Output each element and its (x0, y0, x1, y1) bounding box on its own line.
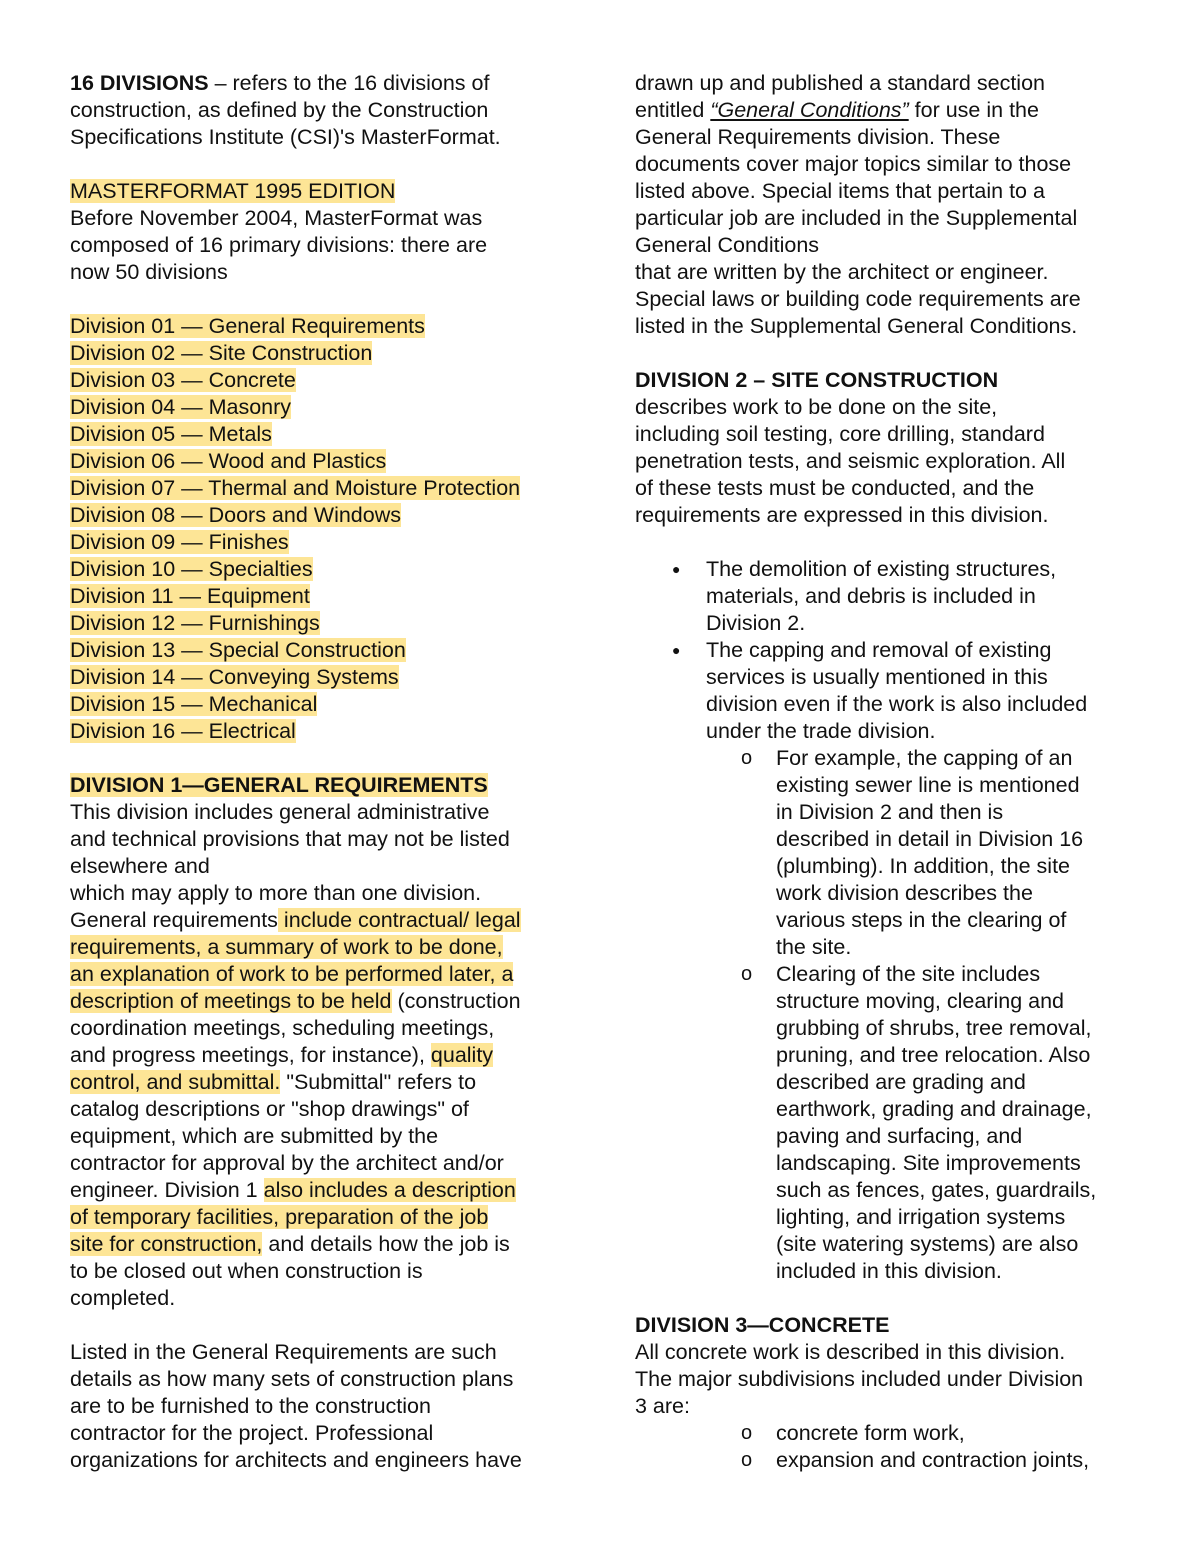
sub-bullet-item (635, 745, 1135, 961)
paragraph-line: details as how many sets of construction plans (70, 1367, 514, 1391)
sub-bullet-line: in Division 2 and then is (776, 800, 1004, 824)
highlighted-text: site for construction, (70, 1232, 263, 1256)
bullet-line: Division 2. (706, 611, 806, 635)
paragraph-line: organizations for architects and engineers have (70, 1448, 522, 1472)
division-2-line: requirements are expressed in this division. (635, 503, 1049, 527)
text-span: "Submittal" refers to (280, 1070, 477, 1094)
intro-line: construction, as defined by the Construction (70, 98, 489, 122)
text-span: engineer. Division 1 (70, 1178, 264, 1202)
division-1-line: catalog descriptions or "shop drawings" of (70, 1097, 469, 1121)
sub-bullet-line: earthwork, grading and drainage, (776, 1097, 1092, 1121)
division-1-line: contractor for approval by the architect and/or (70, 1151, 504, 1175)
sub-bullet-line: existing sewer line is mentioned (776, 773, 1080, 797)
division-item (70, 556, 570, 583)
masterformat-line: composed of 16 primary divisions: there are (70, 233, 488, 257)
division-1-line (70, 907, 570, 934)
text-span: and details how the job is (262, 1232, 510, 1256)
text-span: (construction (391, 989, 521, 1013)
division-label: Division 11 — Equipment (70, 584, 310, 608)
division-item (70, 502, 570, 529)
paragraph-line: particular job are included in the Supplemental (635, 206, 1078, 230)
division-label: Division 16 — Electrical (70, 719, 296, 743)
highlighted-text: an explanation of work to be performed later, a (70, 962, 514, 986)
division-item (70, 313, 570, 340)
bullet-line (635, 637, 1135, 664)
division-label: Division 10 — Specialties (70, 557, 313, 581)
sub-bullet-line: structure moving, clearing and (776, 989, 1065, 1013)
division-item (70, 718, 570, 745)
text-span: and progress meetings, for instance), (70, 1043, 431, 1067)
division-1-line (70, 1069, 570, 1096)
division-label: Division 03 — Concrete (70, 368, 296, 392)
sub-bullet-icon: o (741, 747, 753, 769)
division-item (70, 394, 570, 421)
division-label: Division 01 — General Requirements (70, 314, 425, 338)
sub-bullet-line (635, 1447, 1135, 1474)
text-span: The demolition of existing structures, (706, 557, 1057, 581)
division-2-line: penetration tests, and seismic exploration. All (635, 449, 1066, 473)
bullet-line (635, 556, 1135, 583)
division-item (70, 637, 570, 664)
intro-line: Specifications Institute (CSI)'s MasterFormat. (70, 125, 501, 149)
division-1-line (70, 1204, 570, 1231)
division-label: Division 05 — Metals (70, 422, 272, 446)
division-1-line: and technical provisions that may not be listed (70, 827, 510, 851)
sub-bullet-line: (plumbing). In addition, the site (776, 854, 1070, 878)
division-label: Division 07 — Thermal and Moisture Protection (70, 476, 521, 500)
sub-bullet-line (635, 961, 1135, 988)
sub-bullet-line: paving and surfacing, and (776, 1124, 1023, 1148)
paragraph-line: General Conditions (635, 233, 820, 257)
text-span: for use in the (908, 98, 1039, 122)
sub-bullet-item (635, 961, 1135, 1285)
division-3-line: 3 are: (635, 1394, 690, 1418)
bullet-icon: ● (672, 561, 681, 577)
text-span: Clearing of the site includes (776, 962, 1041, 986)
masterformat-line: now 50 divisions (70, 260, 228, 284)
division-item (70, 475, 570, 502)
division-item (70, 691, 570, 718)
paragraph-line: that are written by the architect or engineer. (635, 260, 1049, 284)
text-span: For example, the capping of an (776, 746, 1073, 770)
sub-bullet-icon: o (741, 1449, 753, 1471)
division-label: Division 02 — Site Construction (70, 341, 373, 365)
masterformat-line: Before November 2004, MasterFormat was (70, 206, 483, 230)
division-item (70, 610, 570, 637)
division-1-line: coordination meetings, scheduling meetings, (70, 1016, 495, 1040)
bullet-line: services is usually mentioned in this (706, 665, 1048, 689)
general-conditions-title: “General Conditions” (710, 98, 909, 122)
bullet-line: division even if the work is also included (706, 692, 1088, 716)
masterformat-heading: MASTERFORMAT 1995 EDITION (70, 179, 396, 203)
highlighted-text: also includes a description (263, 1178, 516, 1202)
sub-bullet-line (635, 1420, 1135, 1447)
left-column (70, 70, 570, 1474)
paragraph-line: listed above. Special items that pertain to a (635, 179, 1045, 203)
highlighted-text: include contractual/ legal (277, 908, 521, 932)
text-span: expansion and contraction joints, (776, 1448, 1090, 1472)
division-item (70, 421, 570, 448)
sub-bullet-line: (site watering systems) are also (776, 1232, 1079, 1256)
division-2-heading: DIVISION 2 – SITE CONSTRUCTION (635, 368, 999, 392)
division-2-line: of these tests must be conducted, and the (635, 476, 1035, 500)
division-1-heading: DIVISION 1—GENERAL REQUIREMENTS (70, 773, 488, 797)
paragraph-line: General Requirements division. These (635, 125, 1001, 149)
bullet-item (635, 637, 1135, 745)
division-1-line: This division includes general administrative (70, 800, 490, 824)
highlighted-text: requirements, a summary of work to be done, (70, 935, 503, 959)
sub-bullet-line: included in this division. (776, 1259, 1002, 1283)
highlighted-text: of temporary facilities, preparation of the job (70, 1205, 489, 1229)
division-label: Division 06 — Wood and Plastics (70, 449, 387, 473)
bullet-icon: ● (672, 642, 681, 658)
paragraph-line: Special laws or building code requirements are (635, 287, 1081, 311)
sub-bullet-line: various steps in the clearing of (776, 908, 1067, 932)
text-span: The capping and removal of existing (706, 638, 1052, 662)
sub-bullet-line: the site. (776, 935, 852, 959)
bullet-line: under the trade division. (706, 719, 936, 743)
division-1-heading-line (70, 772, 570, 799)
division-1-line (70, 988, 570, 1015)
division-2-line: describes work to be done on the site, (635, 395, 998, 419)
division-3-line: All concrete work is described in this division. (635, 1340, 1066, 1364)
highlighted-text: quality (430, 1043, 494, 1067)
division-label: Division 04 — Masonry (70, 395, 292, 419)
division-1-line (70, 934, 570, 961)
division-1-line: elsewhere and (70, 854, 210, 878)
text-span: entitled (635, 98, 711, 122)
sub-bullet-line: described are grading and (776, 1070, 1026, 1094)
sub-bullet-line: grubbing of shrubs, tree removal, (776, 1016, 1092, 1040)
paragraph-line (635, 97, 1135, 124)
division-1-line (70, 1042, 570, 1069)
division-label: Division 14 — Conveying Systems (70, 665, 399, 689)
division-3-line: The major subdivisions included under Division (635, 1367, 1084, 1391)
sub-bullet-icon: o (741, 963, 753, 985)
division-3-heading: DIVISION 3—CONCRETE (635, 1313, 890, 1337)
sub-bullet-line: landscaping. Site improvements (776, 1151, 1081, 1175)
right-column (635, 70, 1135, 1474)
text-span: General requirements (70, 908, 278, 932)
division-label: Division 13 — Special Construction (70, 638, 406, 662)
division-1-line: which may apply to more than one division. (70, 881, 482, 905)
division-label: Division 08 — Doors and Windows (70, 503, 401, 527)
intro-line (70, 70, 570, 97)
division-1-line (70, 1177, 570, 1204)
intro-title: 16 DIVISIONS (70, 71, 209, 95)
text-span: concrete form work, (776, 1421, 965, 1445)
paragraph-line: are to be furnished to the construction (70, 1394, 431, 1418)
division-1-line: completed. (70, 1286, 176, 1310)
sub-bullet-line: work division describes the (776, 881, 1033, 905)
masterformat-heading-line (70, 178, 570, 205)
division-1-line (70, 1231, 570, 1258)
sub-bullet-line: pruning, and tree relocation. Also (776, 1043, 1091, 1067)
division-label: Division 12 — Furnishings (70, 611, 320, 635)
division-1-line (70, 961, 570, 988)
sub-bullet-line: lighting, and irrigation systems (776, 1205, 1066, 1229)
sub-bullet-line (635, 745, 1135, 772)
bullet-item (635, 556, 1135, 637)
intro-text: – refers to the 16 divisions of (208, 71, 490, 95)
division-1-line: to be closed out when construction is (70, 1259, 423, 1283)
division-item (70, 664, 570, 691)
bullet-line: materials, and debris is included in (706, 584, 1036, 608)
paragraph-line: contractor for the project. Professional (70, 1421, 434, 1445)
sub-bullet-line: such as fences, gates, guardrails, (776, 1178, 1097, 1202)
division-item (70, 340, 570, 367)
paragraph-line: Listed in the General Requirements are such (70, 1340, 497, 1364)
paragraph-line: listed in the Supplemental General Conditions. (635, 314, 1078, 338)
highlighted-text: description of meetings to be held (70, 989, 392, 1013)
division-2-line: including soil testing, core drilling, standard (635, 422, 1045, 446)
highlighted-text: control, and submittal. (70, 1070, 281, 1094)
division-1-line: equipment, which are submitted by the (70, 1124, 439, 1148)
division-item (70, 448, 570, 475)
division-item (70, 367, 570, 394)
division-item (70, 583, 570, 610)
division-label: Division 15 — Mechanical (70, 692, 318, 716)
paragraph-line: drawn up and published a standard section (635, 71, 1045, 95)
paragraph-line: documents cover major topics similar to those (635, 152, 1072, 176)
division-item (70, 529, 570, 556)
division-list (70, 313, 570, 745)
division-label: Division 09 — Finishes (70, 530, 289, 554)
sub-bullet-icon: o (741, 1422, 753, 1444)
sub-bullet-line: described in detail in Division 16 (776, 827, 1084, 851)
